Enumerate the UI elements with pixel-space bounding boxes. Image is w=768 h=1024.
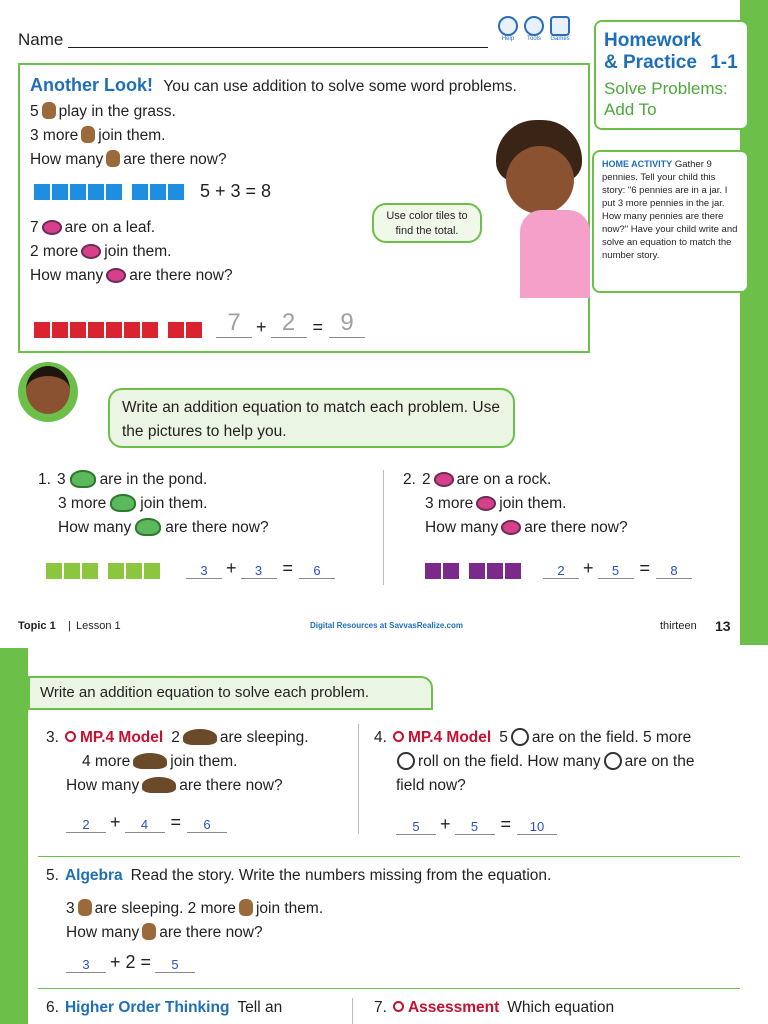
problem-5-addend-a[interactable]: 3: [66, 957, 106, 973]
problem-3-line3: [66, 776, 283, 796]
lesson-title-box: [594, 20, 749, 130]
red-tile: [88, 322, 104, 338]
red-tile: [124, 322, 140, 338]
tools-label: Tools: [526, 36, 541, 42]
problem-3-number: 3.: [46, 729, 59, 746]
example2-line1: [30, 218, 155, 238]
games-tool[interactable]: [545, 16, 575, 42]
frog-icon: [135, 518, 161, 536]
green-tile: [64, 563, 80, 579]
ladybug-icon: [501, 520, 521, 535]
red-tile: [168, 322, 184, 338]
footer-page-number: 13: [715, 618, 731, 634]
red-tile: [34, 322, 50, 338]
problem-5-instruction: Read the story. Write the numbers missing from the equation.: [130, 867, 552, 884]
girl-face: [506, 146, 574, 214]
problem-2-addend-a[interactable]: 2: [543, 563, 579, 579]
ladybug-icon: [434, 472, 454, 487]
red-tiles: [34, 322, 204, 338]
page-footer: [18, 620, 738, 636]
problem-6-7-divider: [352, 998, 353, 1024]
problem-1-line3: [58, 518, 269, 538]
problem-5-answer-row: [66, 952, 195, 973]
footer-resources-link[interactable]: Digital Resources at SavvasRealize.com: [310, 621, 463, 630]
red-tile: [70, 322, 86, 338]
footer-topic: Topic 1: [18, 620, 56, 632]
example1-line1: [30, 102, 176, 122]
frog-icon: [70, 470, 96, 488]
problem-6: [46, 998, 282, 1018]
play-icon: [498, 16, 518, 36]
problem-2-text1: are on a rock.: [456, 471, 552, 488]
problem-4-addend-b[interactable]: 5: [455, 819, 495, 835]
example2-line2: [30, 242, 171, 262]
problem-1-addend-a[interactable]: 3: [186, 563, 222, 579]
home-activity-label: HOME ACTIVITY: [602, 159, 673, 169]
problem-5-line1: [46, 866, 551, 886]
problem-2-addend-b[interactable]: 5: [598, 563, 634, 579]
red-tile: [186, 322, 202, 338]
blue-tile: [132, 184, 148, 200]
problem-3-line1: [46, 728, 309, 748]
problem-5-number: 5.: [46, 867, 59, 884]
bunny-icon: [239, 899, 253, 916]
blue-tile: [34, 184, 50, 200]
problem-4-sum[interactable]: 10: [517, 819, 557, 835]
soccer-ball-icon: [511, 728, 529, 746]
example1-more: 3 more: [30, 127, 79, 144]
problem-7-tag: Assessment: [407, 999, 500, 1016]
problem-3-sum[interactable]: 6: [187, 817, 227, 833]
blue-tile: [106, 184, 122, 200]
example2-addend-a: 7: [216, 309, 252, 338]
tool-bar: [493, 16, 575, 52]
footer-separator: |: [68, 620, 71, 632]
example2-text3: are there now?: [129, 267, 233, 284]
problem-3-line2: [82, 752, 237, 772]
problem-4: [374, 724, 744, 844]
example2-sum: 9: [329, 309, 365, 338]
home-activity-text: Gather 9 pennies. Tell your child this story: "6 pennies are in a jar. I put 3 more pennies in the jar. How many pennies are there now?" Have your child write and solve an equation to match the number story.: [602, 159, 738, 261]
problem-4-addend-a[interactable]: 5: [396, 819, 436, 835]
problem-4-text1: are on the field. 5 more: [531, 729, 692, 746]
girl-shirt: [520, 210, 590, 298]
target-icon: [393, 1001, 404, 1012]
problem-7-number: 7.: [374, 999, 387, 1016]
problem-1-more: 3 more: [58, 495, 107, 512]
problem-1-addend-b[interactable]: 3: [241, 563, 277, 579]
problem-5-story-line1: [66, 899, 323, 919]
green-tile: [82, 563, 98, 579]
problem-5-top-rule: [38, 856, 740, 857]
example2-count: 7: [30, 219, 39, 236]
problem-5-sum[interactable]: 5: [155, 957, 195, 973]
example2-line3: [30, 266, 233, 286]
problem-5-text3: are there now?: [159, 924, 263, 941]
problem-3: [46, 724, 356, 844]
lesson-subtitle-1: Solve Problems:: [604, 79, 728, 98]
games-icon: [550, 16, 570, 36]
soccer-ball-icon: [397, 752, 415, 770]
example2-addend-b: 2: [271, 309, 307, 338]
example1-line2: [30, 126, 165, 146]
example1-text2: join them.: [98, 127, 166, 144]
problem-3-addend-a[interactable]: 2: [66, 817, 106, 833]
problem-3-how-many: How many: [66, 777, 140, 794]
example1-tiles-row: [34, 181, 271, 202]
problem-1-text1: are in the pond.: [99, 471, 208, 488]
example1-how-many: How many: [30, 151, 104, 168]
problem-1-text2: join them.: [140, 495, 208, 512]
ladybug-icon: [42, 220, 62, 235]
green-tile: [108, 563, 124, 579]
girl-character: [490, 118, 590, 298]
frog-icon: [110, 494, 136, 512]
ladybug-icon: [476, 496, 496, 511]
example2-equals: =: [312, 317, 324, 337]
footer-page-word: thirteen: [660, 620, 697, 632]
problem-2-answer-row: [425, 558, 692, 579]
target-icon: [65, 731, 76, 742]
problem-6-number: 6.: [46, 999, 59, 1016]
problem-5-how-many: How many: [66, 924, 140, 941]
problem-6-top-rule: [38, 988, 740, 989]
problem-1-sum[interactable]: 6: [299, 563, 335, 579]
problem-4-count: 5: [499, 729, 508, 746]
problem-2-line2: [425, 494, 566, 514]
example1-equation: 5 + 3 = 8: [200, 181, 272, 201]
bunny-icon: [106, 150, 120, 167]
problem-3-count: 2: [171, 729, 180, 746]
problem-2-plus: +: [583, 558, 594, 578]
ladybug-icon: [106, 268, 126, 283]
problem-3-tag: MP.4 Model: [79, 729, 164, 746]
page-gap: [0, 648, 768, 656]
green-tiles: [46, 563, 162, 579]
blue-tile: [150, 184, 166, 200]
problem-5-tag: Algebra: [64, 867, 123, 884]
target-icon: [393, 731, 404, 742]
problem-3-equals: =: [170, 812, 182, 832]
left-green-edge: [0, 648, 28, 1024]
problem-1-equals: =: [282, 558, 294, 578]
another-look-intro-line: [30, 75, 517, 97]
problem-4-text2: roll on the field. How many: [418, 753, 601, 770]
blue-tile: [168, 184, 184, 200]
purple-tiles: [425, 563, 523, 579]
problem-2-text2: join them.: [499, 495, 567, 512]
green-tile: [46, 563, 62, 579]
green-tile: [144, 563, 160, 579]
bunny-icon: [81, 126, 95, 143]
problem-1-line2: [58, 494, 207, 514]
practice-title-line: [604, 52, 739, 74]
problem-3-4-divider: [358, 724, 359, 834]
example2-tiles-row: [34, 309, 365, 338]
red-tile: [142, 322, 158, 338]
home-activity-box: [592, 150, 749, 293]
problem-6-text: Tell an: [237, 999, 283, 1016]
practice-title: & Practice: [604, 52, 697, 73]
problem-5-count: 3: [66, 900, 75, 917]
soccer-ball-icon: [604, 752, 622, 770]
purple-tile: [443, 563, 459, 579]
problem-1-plus: +: [226, 558, 237, 578]
example2-how-many: How many: [30, 267, 104, 284]
lesson-number: 1-1: [710, 52, 738, 73]
purple-tile: [425, 563, 441, 579]
example1-count: 5: [30, 103, 39, 120]
problem-2-text3: are there now?: [524, 519, 628, 536]
problem-1-line1: [38, 470, 207, 490]
problem-2-more: 3 more: [425, 495, 474, 512]
mole-icon: [142, 777, 176, 793]
problem-3-addend-b[interactable]: 4: [125, 817, 165, 833]
problem-7: [374, 998, 614, 1018]
footer-lesson: Lesson 1: [76, 620, 121, 632]
problem-4-number: 4.: [374, 729, 387, 746]
problem-2-how-many: How many: [425, 519, 499, 536]
page2-banner: Write an addition equation to solve each problem.: [28, 676, 433, 710]
example1-text3: are there now?: [123, 151, 227, 168]
problem-3-plus: +: [110, 812, 121, 832]
example2-text1: are on a leaf.: [64, 219, 156, 236]
problem-1-how-many: How many: [58, 519, 132, 536]
problem-3-text1: are sleeping.: [219, 729, 309, 746]
problem-1-answer-row: [46, 558, 335, 579]
example2-plus: +: [256, 317, 267, 337]
color-tiles-bubble: Use color tiles to find the total.: [372, 203, 482, 243]
problem-divider: [383, 470, 384, 585]
another-look-tag: Another Look!: [30, 75, 153, 95]
problem-2-line1: [403, 470, 551, 490]
blue-tile: [88, 184, 104, 200]
problem-4-line1: [374, 728, 691, 748]
games-label: Games: [550, 36, 570, 42]
instruction-bubble: Write an addition equation to match each problem. Use the pictures to help you.: [108, 388, 515, 448]
problem-3-text2: join them.: [170, 753, 238, 770]
problem-1-number: 1.: [38, 471, 51, 488]
problem-5-operator: + 2 =: [110, 952, 152, 972]
problem-3-text3: are there now?: [179, 777, 283, 794]
problem-1: [38, 468, 378, 588]
problem-4-equals: =: [500, 814, 512, 834]
homework-title: Homework: [604, 30, 702, 51]
purple-tile: [469, 563, 485, 579]
lesson-subtitle-2: Add To: [604, 100, 657, 119]
purple-tile: [487, 563, 503, 579]
problem-6-tag: Higher Order Thinking: [64, 999, 230, 1016]
green-tile: [126, 563, 142, 579]
example1-text1: play in the grass.: [58, 103, 176, 120]
bunny-icon: [42, 102, 56, 119]
problem-2-number: 2.: [403, 471, 416, 488]
problem-2-count: 2: [421, 471, 431, 488]
bunny-icon: [78, 899, 92, 916]
red-tile: [52, 322, 68, 338]
tools-icon: [524, 16, 544, 36]
problem-5-story-line2: [66, 923, 263, 943]
problem-4-tag: MP.4 Model: [407, 729, 492, 746]
ladybug-icon: [81, 244, 101, 259]
example2-text2: join them.: [104, 243, 172, 260]
name-field[interactable]: [68, 46, 488, 48]
purple-tile: [505, 563, 521, 579]
help-label: Help: [501, 36, 515, 42]
blue-tile: [52, 184, 68, 200]
problem-5-text1: are sleeping. 2 more: [94, 900, 236, 917]
problem-1-text3: are there now?: [165, 519, 269, 536]
name-label: Name: [18, 30, 64, 49]
bunny-icon: [142, 923, 156, 940]
problem-1-count: 3: [56, 471, 66, 488]
problem-4-line3: field now?: [396, 777, 466, 794]
example2-more: 2 more: [30, 243, 79, 260]
mole-icon: [133, 753, 167, 769]
boy-character: [18, 362, 78, 452]
problem-2-line3: [425, 518, 628, 538]
problem-2-equals: =: [639, 558, 651, 578]
problem-4-line2: [394, 752, 694, 772]
blue-tiles: [34, 184, 186, 200]
problem-4-text3: are on the: [624, 753, 695, 770]
problem-3-more: 4 more: [82, 753, 131, 770]
blue-tile: [70, 184, 86, 200]
problem-3-answer-row: [66, 812, 227, 833]
boy-face: [26, 366, 70, 414]
example1-line3: [30, 150, 227, 170]
another-look-intro: You can use addition to solve some word problems.: [163, 78, 517, 95]
problem-7-text: Which equation: [507, 999, 615, 1016]
problem-2-sum[interactable]: 8: [656, 563, 692, 579]
mole-icon: [183, 729, 217, 745]
problem-5-text2: join them.: [255, 900, 324, 917]
problem-5: [46, 864, 736, 984]
problem-4-answer-row: [396, 814, 557, 835]
problem-2: [403, 468, 733, 588]
problem-4-plus: +: [440, 814, 451, 834]
red-tile: [106, 322, 122, 338]
